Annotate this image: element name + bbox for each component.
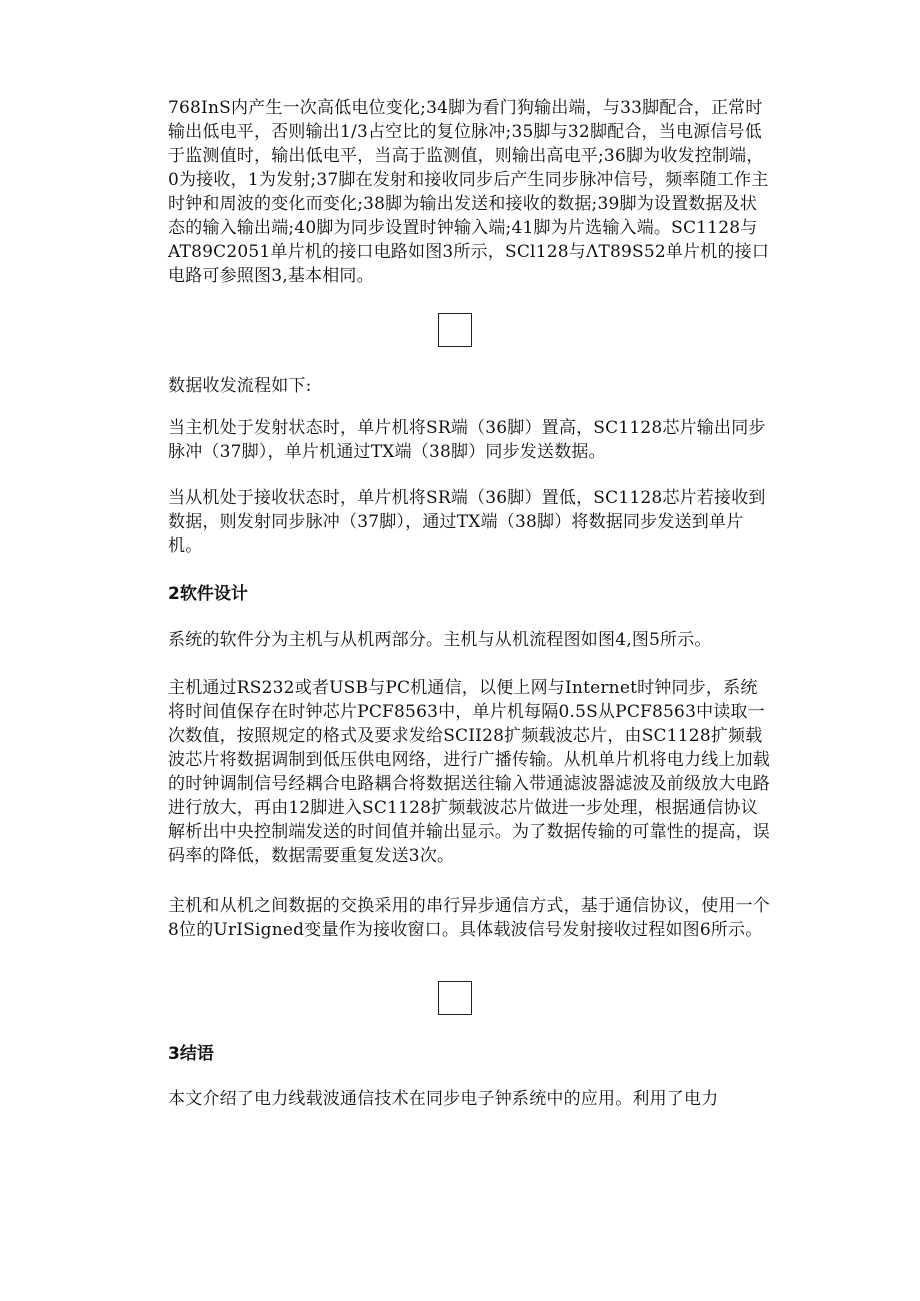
paragraph-flow-intro: 数据收发流程如下: [168,376,312,396]
paragraph-master-slave-process: 主机通过RS232或者USB与PC机通信，以便上网与Internet时钟同步，系统将时间值保存在时钟芯片PCF8563中，单片机每隔0.5S从PCF8563中读取一次数值，按照规定的格式及要求发给SCII28扩频载波芯片，由SC1128扩频载波芯片将数据调制到低压供电网络，进行广播传输。从机单片机将电力线上加载的时钟调制信号经耦合电路耦合将数据送往输入带通滤波器滤波及前级放大电路进行放大，再由12脚进入SC1128扩频载波芯片做进一步处理，根据通信协议解析出中央控制端发送的时间值并输出显示。为了数据传输的可靠性的提高，误码率的降低，数据需要重复发送3次。 [168,678,770,866]
paragraph-slave-receive: 当从机处于接收状态时，单片机将SR端（36脚）置低，SC1128芯片若接收到数据，则发射同步脉冲（37脚），通过TX端（38脚）将数据同步发送到单片机。 [168,488,766,556]
paragraph-software-overview: 系统的软件分为主机与从机两部分。主机与从机流程图如图4,图5所示。 [168,630,712,650]
paragraph-conclusion: 本文介绍了电力线载波通信技术在同步电子钟系统中的应用。利用了电力 [168,1089,719,1109]
figure-6-placeholder [438,981,472,1015]
section-heading-software-design: 2软件设计 [168,584,248,604]
figure-3-placeholder [438,313,472,347]
paragraph-serial-communication: 主机和从机之间数据的交换采用的串行异步通信方式，基于通信协议，使用一个8位的UrISigned变量作为接收窗口。具体载波信号发射接收过程如图6所示。 [168,896,770,940]
section-heading-conclusion: 3结语 [168,1044,214,1064]
paragraph-pin-description: 768InS内产生一次高低电位变化;34脚为看门狗输出端，与33脚配合，正常时输出低电平，否则输出1/3占空比的复位脉冲;35脚与32脚配合，当电源信号低于监测值时，输出低电平，当高于监测值，则输出高电平;36脚为收发控制端，0为接收，1为发射;37脚在发射和接收同步后产生同步脉冲信号，频率随工作主时钟和周波的变化而变化;38脚为输出发送和接收的数据;39脚为设置数据及状态的输入输出端;40脚为同步设置时钟输入端;41脚为片选输入端。SC1128与AT89C2051单片机的接口电路如图3所示，SCl128与ΛT89S52单片机的接口电路可参照图3,基本相同。 [168,98,770,286]
paragraph-master-transmit: 当主机处于发射状态时，单片机将SR端（36脚）置高，SC1128芯片输出同步脉冲（37脚），单片机通过TX端（38脚）同步发送数据。 [168,418,766,462]
